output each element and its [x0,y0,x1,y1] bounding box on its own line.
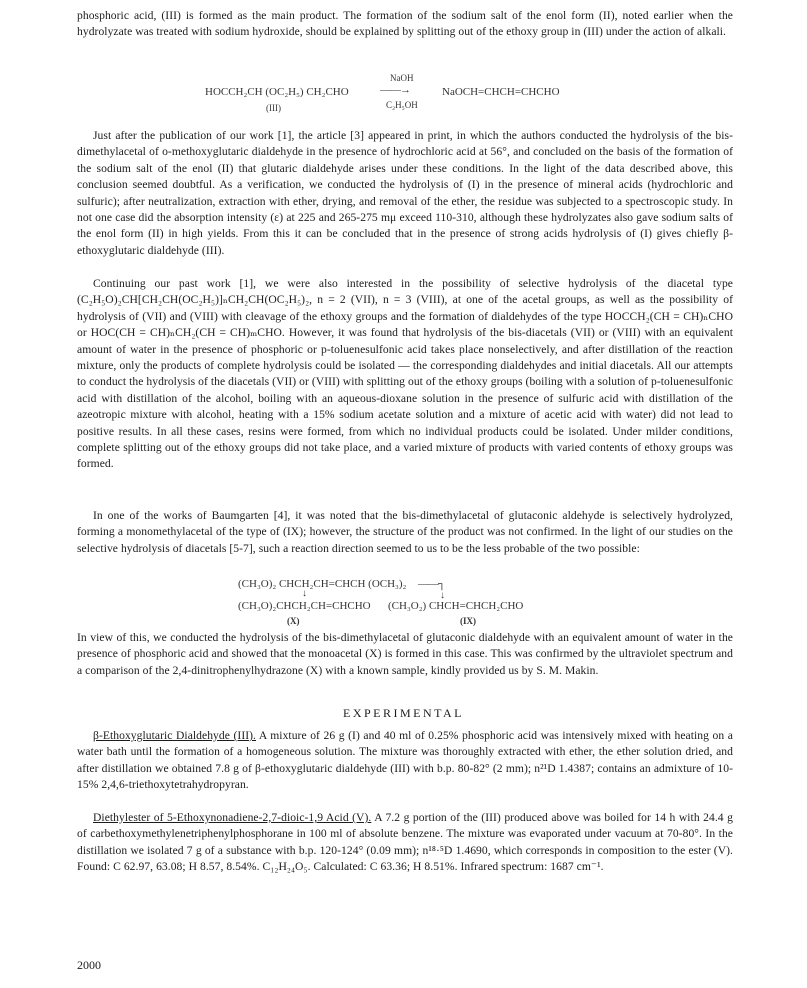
section-heading-experimental: EXPERIMENTAL [342,706,465,720]
scheme1-arrow: ——→ [380,84,410,96]
paragraph-intro: phosphoric acid, (III) is formed as the main product. The formation of the sodium salt of the enol form (II), noted earlier when the hydrolyzate was treated with sodium hydroxide, should be explained by splitting out of the ethoxy group in (III) under the action of alkali. [77,9,733,39]
scheme2-product-right: (CH₃O₂) CHCH=CHCH₂CHO [388,600,524,612]
scheme2-reactant: (CH₃O)₂ CHCH₂CH=CHCH (OCH₃)₂ [238,578,407,590]
paragraph-experimental-1 [77,728,733,794]
scheme1-reactant-label: (III) [266,103,281,113]
scheme2-label-x: (X) [287,616,300,626]
scheme1-reagent-bottom: C₂H₅OH [386,100,418,110]
scheme2-arrow-right: ↓ [440,590,445,601]
paragraph-experimental-2 [77,810,733,876]
paragraph-baumgarten: In one of the works of Baumgarten [4], it was noted that the bis-dimethylacetal of glutaconic aldehyde is selectively hydrolyzed, forming a monomethylacetal of the type of (IX); however, the structure of the product was not confirmed. In the light of our studies on the selective hydrolysis of diacetals [5-7], such a reaction direction seemed to us to be the less probable of the two possible: [77,509,733,555]
scheme2-label-ix: (IX) [460,616,476,626]
scheme1-product: NaOCH=CHCH=CHCHO [442,86,560,98]
page-number: 2000 [77,958,101,972]
compound-title-iii: β-Ethoxyglutaric Dialdehyde (III). [93,729,256,742]
paragraph-conclusion: In view of this, we conducted the hydrolysis of the bis-dimethylacetal of glutaconic dialdehyde with an equivalent amount of water in the presence of phosphoric acid and showed that the monoacetal (X) is formed in this case. This was confirmed by the ultraviolet spectrum and a comparison of the 2,4-dinitrophenylhydrazone (X) with a known sample, kindly provided us by S. M. Makin. [77,631,733,677]
scheme2-arrow-bar: ——┐ [418,578,445,590]
scheme2-arrow-left: ↓ [302,588,307,599]
paragraph-verification: Just after the publication of our work [1], the article [3] appeared in print, in which the authors conducted the hydrolysis of the bis-dimethylacetal of o-methoxyglutaric dialdehyde in the presence of hydrochloric acid at 56°, and concluded on the basis of the formation of the sodium salt of the enol (II) that glutaric dialdehyde arises under these conditions. In the light of the data described above, this conclusion seemed doubtful. As a verification, we conducted the hydrolysis of (I) in the presence of mineral acids (hydrochloric and sulfuric); after neutralization, extraction with ether, drying, and removal of the ether, the residue was subjected to a spectroscopic study. In not one case did the absorption intensity (ε) at 225 and 265-275 mμ exceed 110-310, although these hydrolyzates also gave sodium salts of the enol form (II) in high yields. From this it can be concluded that in the presence of strong acids hydrolysis of (I) gives chiefly β-ethoxyglutaric dialdehyde (III). [77,129,733,257]
experimental-2-body: A 7.2 g portion of the (III) produced above was boiled for 14 h with 24.4 g of carbethoxymethylenetriphenylphosphorane in 100 ml of absolute benzene. The mixture was evaporated under vacuum at 70-80°. In the distillation we isolated 7 g of a substance with b.p. 120-124° (0.09 mm); n¹⁸·⁵D 1.4690, which corresponds in composition to the ester (V). Found: C 62.97, 63.08; H 8.57, 8.54%. C₁₂H₂₄O₅. Calculated: C 63.36; H 8.51%. Infrared spectrum: 1687 cm⁻¹. [77,811,733,874]
scheme1-reagent-top: NaOH [390,73,414,83]
scheme1-reactant: HOCCH₂CH (OC₂H₅) CH₂CHO [205,86,349,98]
paragraph-diacetals: Continuing our past work [1], we were also interested in the possibility of selective hydrolysis of the diacetal type (C₂H₅O)₂CH[CH₂CH(OC₂H₅)]ₙCH₂CH(OC₂H₅)₂, n = 2 (VII), n = 3 (VIII), at one of the acetal groups, as well as the possibility of hydrolysis of (VII) and (VIII) with cleavage of the ethoxy groups and the formation of dialdehydes of the type HOCCH₂(CH = CH)ₙCHO or HOC(CH = CH)ₙCH₂(CH = CH)ₘCHO. However, it was found that hydrolysis of the bis-diacetals (VII) or (VIII) with an equivalent amount of water in the presence of phosphoric or p-toluenesulfonic acid takes place nonselectively, and after distillation of the reaction mixture, only the products of complete hydrolysis could be isolated — the corresponding dialdehydes and initial diacetals. All our attempts to conduct the hydrolysis of the diacetals (VII) or (VIII) with splitting out of the ethoxy groups (boiling with a solution of p-toluenesulfonic acid with distillation of the alcohol, boiling with an aqueous-dioxane solution in the presence of sulfuric acid with distillation of the azeotropic mixture with alcohol, heating with a 15% sodium acetate solution and a mixture of acetic acid with water) did not lead to positive results. In all these cases, resins were formed, from which no individual products could be isolated. Under milder conditions, complete splitting out of the ethoxy groups did not take place, and a varied mixture of products with varied contents of ethoxy groups was formed. [77,277,733,471]
compound-title-v: Diethylester of 5-Ethoxynonadiene-2,7-dioic-1,9 Acid (V). [93,811,372,824]
experimental-1-body: A mixture of 26 g (I) and 40 ml of 0.25% phosphoric acid was intensively mixed with heating on a water bath until the formation of a homogeneous solution. The mixture was thoroughly extracted with ether, the ether solution dried, and after distillation we obtained 7.8 g of β-ethoxyglutaric dialdehyde (III) with b.p. 80-82° (2 mm); n²¹D 1.4387; contains an admixture of 10-15% 2,4,6-triethoxytetrahydropyran. [77,729,733,792]
scheme2-product-left: (CH₃O)₂CHCH₂CH=CHCHO [238,600,371,612]
